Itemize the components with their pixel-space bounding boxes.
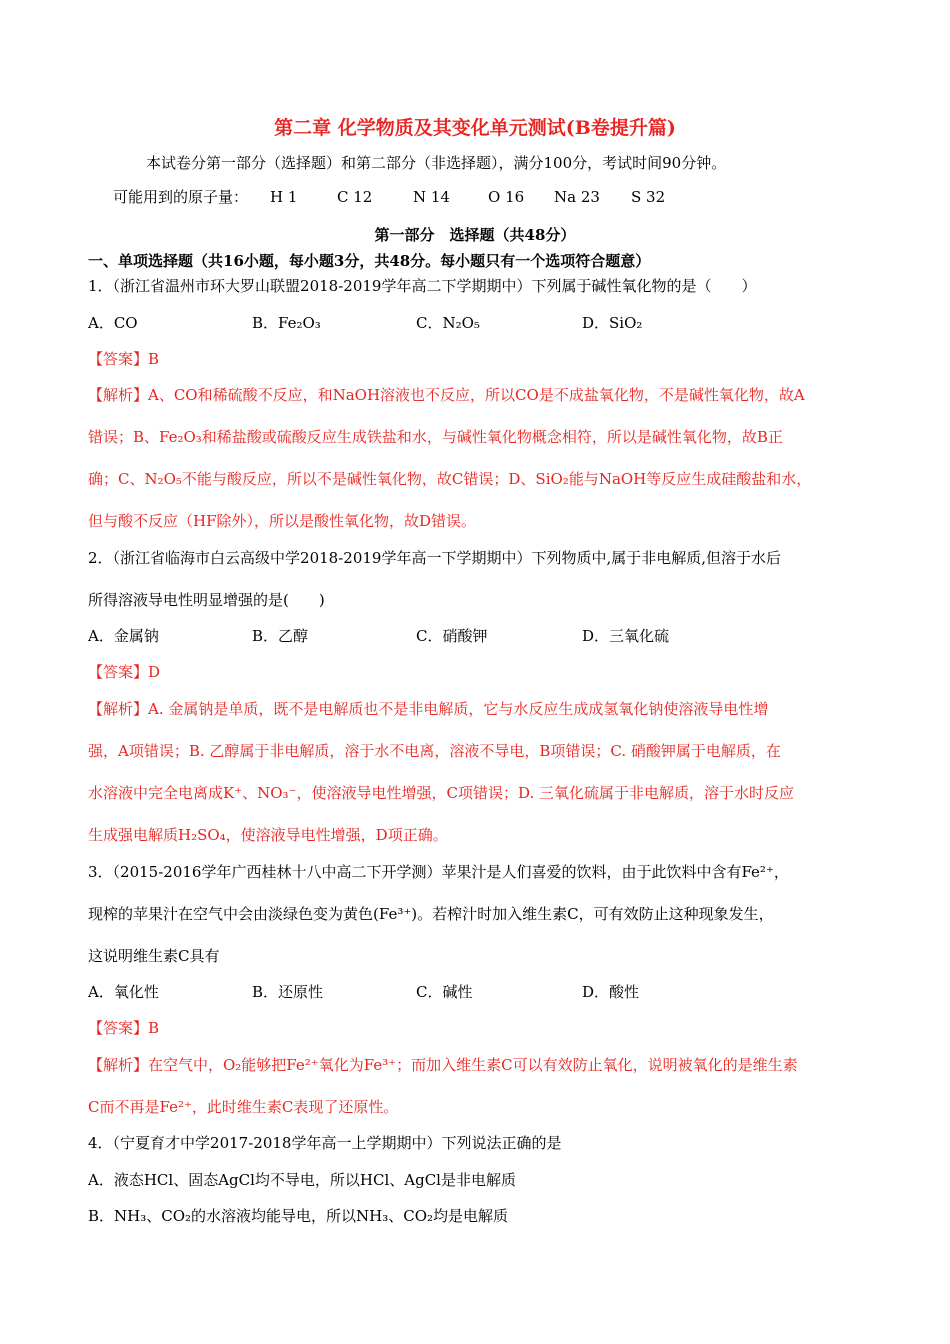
q1-answer: 【答案】B [88,350,160,368]
atom-item: H 1 [270,188,298,206]
q2-option-c: C．硝酸钾 [416,627,488,645]
q4-option-a: A．液态HCl、固态AgCl均不导电，所以HCl、AgCl是非电解质 [88,1171,516,1189]
q2-analysis-line: 生成强电解质H₂SO₄，使溶液导电性增强，D项正确。 [88,826,448,844]
page-title: 第二章 化学物质及其变化单元测试(B卷提升篇) [274,117,676,139]
q2-option-d: D．三氧化硫 [582,627,670,645]
q2-answer: 【答案】D [88,663,161,681]
q3-option-a: A．氧化性 [88,983,159,1001]
q3-analysis-line: C而不再是Fe²⁺，此时维生素C表现了还原性。 [88,1098,399,1116]
atom-item: C 12 [337,188,373,206]
q1-option-d: D．SiO₂ [582,314,643,332]
q1-option-a: A．CO [88,314,138,332]
q2-analysis-line: 水溶液中完全电离成K⁺、NO₃⁻，使溶液导电性增强，C项错误；D. 三氧化硫属于非电解质，溶于水时反应 [88,784,794,802]
q2-option-a: A．金属钠 [88,627,159,645]
question-2-stem: 2．（浙江省临海市白云高级中学2018-2019学年高一下学期期中）下列物质中,属于非电解质,但溶于水后 [88,549,781,567]
q1-analysis-line: 确；C、N₂O₅不能与酸反应，所以不是碱性氧化物，故C错误；D、SiO₂能与NaOH等反应生成硅酸盐和水， [88,470,812,488]
atom-item: S 32 [631,188,666,206]
part-heading: 第一部分 选择题（共48分） [374,226,576,244]
question-2-stem: 所得溶液导电性明显增强的是( ) [88,591,325,609]
atom-item: Na 23 [554,188,600,206]
question-1-stem: 1．（浙江省温州市环大罗山联盟2018-2019学年高二下学期期中）下列属于碱性氧化物的是（ ） [88,277,757,295]
question-3-stem: 现榨的苹果汁在空气中会由淡绿色变为黄色(Fe³⁺)。若榨汁时加入维生素C，可有效防止这种现象发生， [88,905,774,923]
q3-answer: 【答案】B [88,1019,160,1037]
atom-item: N 14 [413,188,450,206]
q1-option-b: B．Fe₂O₃ [252,314,321,332]
q4-option-b: B．NH₃、CO₂的水溶液均能导电，所以NH₃、CO₂均是电解质 [88,1207,509,1225]
q1-option-c: C．N₂O₅ [416,314,480,332]
atom-item: O 16 [488,188,525,206]
intro-text: 本试卷分第一部分（选择题）和第二部分（非选择题），满分100分，考试时间90分钟。 [146,154,727,172]
q2-option-b: B．乙醇 [252,627,309,645]
question-3-stem: 这说明维生素C具有 [88,947,220,965]
q1-analysis-line: 但与酸不反应（HF除外），所以是酸性氧化物，故D错误。 [88,512,477,530]
question-4-stem: 4．（宁夏育才中学2017-2018学年高一上学期期中）下列说法正确的是 [88,1134,562,1152]
q1-analysis-line: 错误；B、Fe₂O₃和稀盐酸或硫酸反应生成铁盐和水，与碱性氧化物概念相符，所以是碱性氧化物，故B正 [88,428,783,446]
q3-analysis-line: 【解析】在空气中，O₂能够把Fe²⁺氧化为Fe³⁺；而加入维生素C可以有效防止氧化，说明被氧化的是维生素 [88,1056,798,1074]
q2-analysis-line: 强，A项错误；B. 乙醇属于非电解质，溶于水不电离，溶液不导电，B项错误；C. 硝酸钾属于电解质，在 [88,742,781,760]
q3-option-c: C．碱性 [416,983,473,1001]
atoms-label: 可能用到的原子量： [113,188,249,206]
q2-analysis-line: 【解析】A. 金属钠是单质，既不是电解质也不是非电解质，它与水反应生成成氢氧化钠使溶液导电性增 [88,700,769,718]
q3-option-b: B．还原性 [252,983,324,1001]
question-3-stem: 3．（2015-2016学年广西桂林十八中高二下开学测）苹果汁是人们喜爱的饮料，由于此饮料中含有Fe²⁺， [88,863,789,881]
section-heading: 一、单项选择题（共16小题，每小题3分，共48分。每小题只有一个选项符合题意） [88,252,651,270]
q3-option-d: D．酸性 [582,983,640,1001]
q1-analysis-line: 【解析】A、CO和稀硫酸不反应，和NaOH溶液也不反应，所以CO是不成盐氧化物，不是碱性氧化物，故A [88,386,805,404]
